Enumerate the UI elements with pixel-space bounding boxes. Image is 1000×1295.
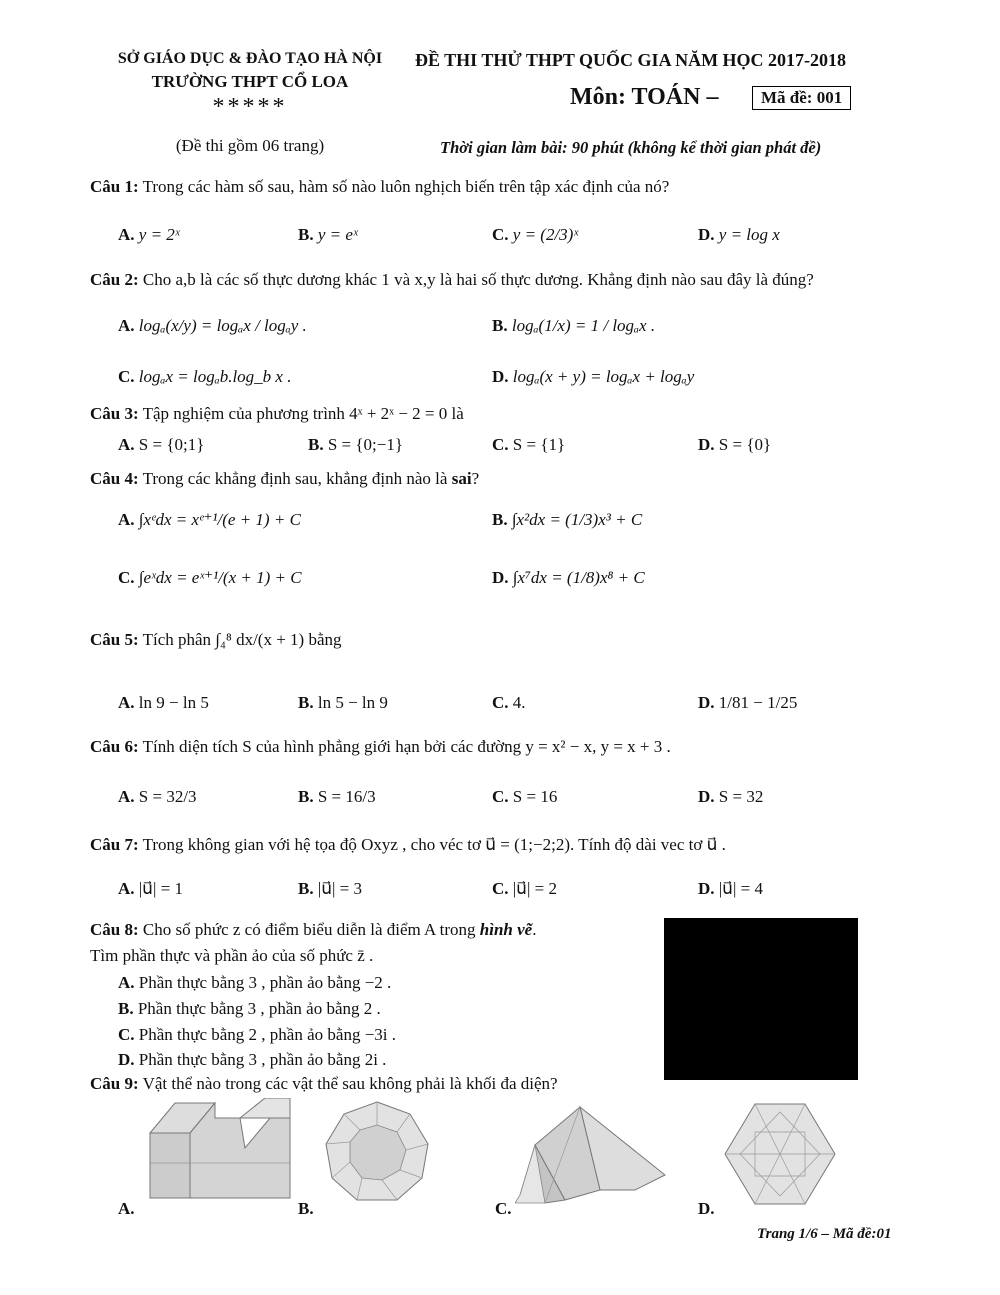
option-label: A. xyxy=(118,879,135,898)
q2-option-d xyxy=(492,367,694,387)
option-label: C. xyxy=(118,1025,135,1044)
question-num: Câu 4: xyxy=(90,469,139,488)
question-8 xyxy=(90,920,536,940)
subject: Môn: TOÁN – xyxy=(570,84,719,110)
option-label: A. xyxy=(118,225,135,244)
option-text: ∫x⁷dx = (1/8)x⁸ + C xyxy=(512,568,645,587)
option-text: ∫x²dx = (1/3)x³ + C xyxy=(511,510,643,529)
option-label: D. xyxy=(118,1050,135,1069)
q4-option-b xyxy=(492,510,642,530)
option-label: C. xyxy=(492,879,509,898)
q3-option-a xyxy=(118,435,204,455)
solid-figure-d xyxy=(720,1102,840,1207)
q3-option-b xyxy=(308,435,403,455)
question-num: Câu 6: xyxy=(90,737,139,756)
question-2 xyxy=(90,270,814,290)
option-label: A. xyxy=(118,316,135,335)
option-label: A. xyxy=(118,435,135,454)
q1-option-b xyxy=(298,225,358,245)
q7-option-c xyxy=(492,879,557,899)
option-text: S = {0;−1} xyxy=(327,435,404,454)
question-emphasis: hình vẽ xyxy=(479,920,533,939)
question-text: Trong không gian với hệ tọa độ Oxyz , cho véc tơ u⃗ = (1;−2;2). Tính độ dài vec tơ u⃗ . xyxy=(142,835,726,854)
option-text: 1/81 − 1/25 xyxy=(718,693,798,712)
stars: ***** xyxy=(212,94,288,120)
question-4 xyxy=(90,469,479,489)
option-text: ∫eˣdx = eˣ⁺¹/(x + 1) + C xyxy=(138,568,302,587)
page-count: (Đề thi gồm 06 trang) xyxy=(175,136,325,155)
option-text: S = 16/3 xyxy=(317,787,376,806)
question-num: Câu 8: xyxy=(90,920,139,939)
question-text: Trong các khẳng định sau, khẳng định nào là xyxy=(142,469,448,488)
option-text: Phần thực bằng 3 , phần ảo bằng −2 . xyxy=(138,973,392,992)
question-3 xyxy=(90,404,464,424)
question-num: Câu 1: xyxy=(90,177,139,196)
question-text: Tích phân ∫₄⁸ dx/(x + 1) bằng xyxy=(142,630,342,649)
option-label: D. xyxy=(492,568,509,587)
q5-option-c xyxy=(492,693,526,713)
option-label: D. xyxy=(698,879,715,898)
q2-option-c xyxy=(118,367,291,387)
question-num: Câu 7: xyxy=(90,835,139,854)
q9-option-d: D. xyxy=(698,1199,715,1218)
option-label: C. xyxy=(492,787,509,806)
option-label: B. xyxy=(298,693,314,712)
option-label: A. xyxy=(118,693,135,712)
question-text: Tính diện tích S của hình phẳng giới hạn bởi các đường y = x² − x, y = x + 3 . xyxy=(142,737,671,756)
solid-figure-c xyxy=(515,1105,670,1205)
q9-option-b: B. xyxy=(298,1199,314,1218)
option-text: S = {0} xyxy=(718,435,772,454)
option-text: Phần thực bằng 3 , phần ảo bằng 2 . xyxy=(137,999,381,1018)
option-label: B. xyxy=(492,316,508,335)
q8-option-a xyxy=(118,973,391,993)
question-text: Vật thể nào trong các vật thể sau không phải là khối đa diện? xyxy=(142,1074,558,1093)
q7-option-b xyxy=(298,879,362,899)
option-text: y = 2ˣ xyxy=(138,225,180,244)
option-label: C. xyxy=(492,693,509,712)
q5-option-b xyxy=(298,693,388,713)
option-text: y = eˣ xyxy=(317,225,358,244)
q9-option-a: A. xyxy=(118,1199,135,1218)
option-text: y = (2/3)ˣ xyxy=(512,225,579,244)
q9-option-c: C. xyxy=(495,1199,512,1218)
option-label: A. xyxy=(118,973,135,992)
q4-option-c xyxy=(118,568,302,588)
q6-option-c xyxy=(492,787,557,807)
solid-figure-b xyxy=(322,1100,432,1205)
q1-option-c xyxy=(492,225,578,245)
question-8-line2: Tìm phần thực và phần ảo của số phức z̄ . xyxy=(90,946,374,965)
q3-option-c xyxy=(492,435,565,455)
q2-option-b xyxy=(492,316,655,336)
q6-option-d xyxy=(698,787,763,807)
option-label: D. xyxy=(698,225,715,244)
q6-option-b xyxy=(298,787,376,807)
complex-plane-figure xyxy=(664,918,858,1080)
question-5 xyxy=(90,630,342,650)
question-1 xyxy=(90,177,669,197)
option-text: ln 9 − ln 5 xyxy=(138,693,209,712)
q7-option-a xyxy=(118,879,183,899)
q2-option-a xyxy=(118,316,307,336)
option-text: y = log x xyxy=(718,225,780,244)
option-text: logₐx = logₐb.log_b x . xyxy=(138,367,292,386)
question-num: Câu 9: xyxy=(90,1074,139,1093)
option-text: S = 32 xyxy=(718,787,764,806)
option-label: B. xyxy=(308,435,324,454)
option-label: C. xyxy=(492,435,509,454)
option-label: B. xyxy=(118,999,134,1018)
option-text: |u⃗| = 4 xyxy=(718,879,763,898)
option-text: logₐ(x/y) = logₐx / logₐy . xyxy=(138,316,307,335)
option-label: D. xyxy=(698,693,715,712)
q5-option-d xyxy=(698,693,797,713)
question-text: Tập nghiệm của phương trình 4ˣ + 2ˣ − 2 = 0 là xyxy=(142,404,464,423)
option-text: S = 16 xyxy=(512,787,558,806)
option-label: B. xyxy=(492,510,508,529)
question-num: Câu 3: xyxy=(90,404,139,423)
option-text: S = 32/3 xyxy=(138,787,197,806)
option-label: A. xyxy=(118,510,135,529)
option-text: logₐ(x + y) = logₐx + logₐy xyxy=(512,367,695,386)
option-label: B. xyxy=(298,879,314,898)
page-footer: Trang 1/6 – Mã đề:01 xyxy=(757,1226,892,1242)
exam-title: ĐỀ THI THỬ THPT QUỐC GIA NĂM HỌC 2017-2018 xyxy=(415,50,847,70)
option-text: ∫xᵉdx = xᵉ⁺¹/(e + 1) + C xyxy=(138,510,301,529)
option-label: C. xyxy=(492,225,509,244)
option-text: ln 5 − ln 9 xyxy=(317,693,388,712)
q3-option-d xyxy=(698,435,771,455)
q8-option-d xyxy=(118,1050,386,1070)
option-text: |u⃗| = 1 xyxy=(138,879,183,898)
solid-figure-a xyxy=(145,1098,295,1203)
option-text: S = {1} xyxy=(512,435,566,454)
option-label: D. xyxy=(492,367,509,386)
option-label: B. xyxy=(298,225,314,244)
q7-option-d xyxy=(698,879,763,899)
q5-option-a xyxy=(118,693,209,713)
q1-option-a xyxy=(118,225,180,245)
time-limit: Thời gian làm bài: 90 phút (không kể thời gian phát đề) xyxy=(440,138,822,157)
option-text: logₐ(1/x) = 1 / logₐx . xyxy=(511,316,656,335)
question-9 xyxy=(90,1074,558,1094)
question-emphasis: sai xyxy=(451,469,472,488)
option-label: B. xyxy=(298,787,314,806)
question-num: Câu 5: xyxy=(90,630,139,649)
question-6 xyxy=(90,737,671,757)
option-text: |u⃗| = 2 xyxy=(512,879,557,898)
option-text: S = {0;1} xyxy=(138,435,205,454)
question-text: Cho a,b là các số thực dương khác 1 và x,y là hai số thực dương. Khẳng định nào sau đây là đúng? xyxy=(142,270,814,289)
option-text: Phần thực bằng 3 , phần ảo bằng 2i . xyxy=(138,1050,387,1069)
q6-option-a xyxy=(118,787,197,807)
question-text-end: . xyxy=(532,920,537,939)
question-7 xyxy=(90,835,726,855)
option-label: C. xyxy=(118,367,135,386)
q4-option-a xyxy=(118,510,301,530)
option-label: A. xyxy=(118,787,135,806)
option-text: |u⃗| = 3 xyxy=(317,879,363,898)
q8-option-c xyxy=(118,1025,396,1045)
option-label: C. xyxy=(118,568,135,587)
dept-name: SỞ GIÁO DỤC & ĐÀO TẠO HÀ NỘI xyxy=(117,50,383,67)
question-text: Cho số phức z có điểm biểu diễn là điểm A trong xyxy=(142,920,476,939)
question-text: Trong các hàm số sau, hàm số nào luôn nghịch biến trên tập xác định của nó? xyxy=(142,177,670,196)
option-label: D. xyxy=(698,787,715,806)
q4-option-d xyxy=(492,568,645,588)
q8-option-b xyxy=(118,999,381,1019)
option-text: Phần thực bằng 2 , phần ảo bằng −3i . xyxy=(138,1025,397,1044)
q1-option-d xyxy=(698,225,780,245)
school-name: TRƯỜNG THPT CỔ LOA xyxy=(151,72,349,91)
question-num: Câu 2: xyxy=(90,270,139,289)
exam-code: Mã đề: 001 xyxy=(752,86,851,110)
option-label: D. xyxy=(698,435,715,454)
option-text: 4. xyxy=(512,693,526,712)
question-text-end: ? xyxy=(471,469,480,488)
